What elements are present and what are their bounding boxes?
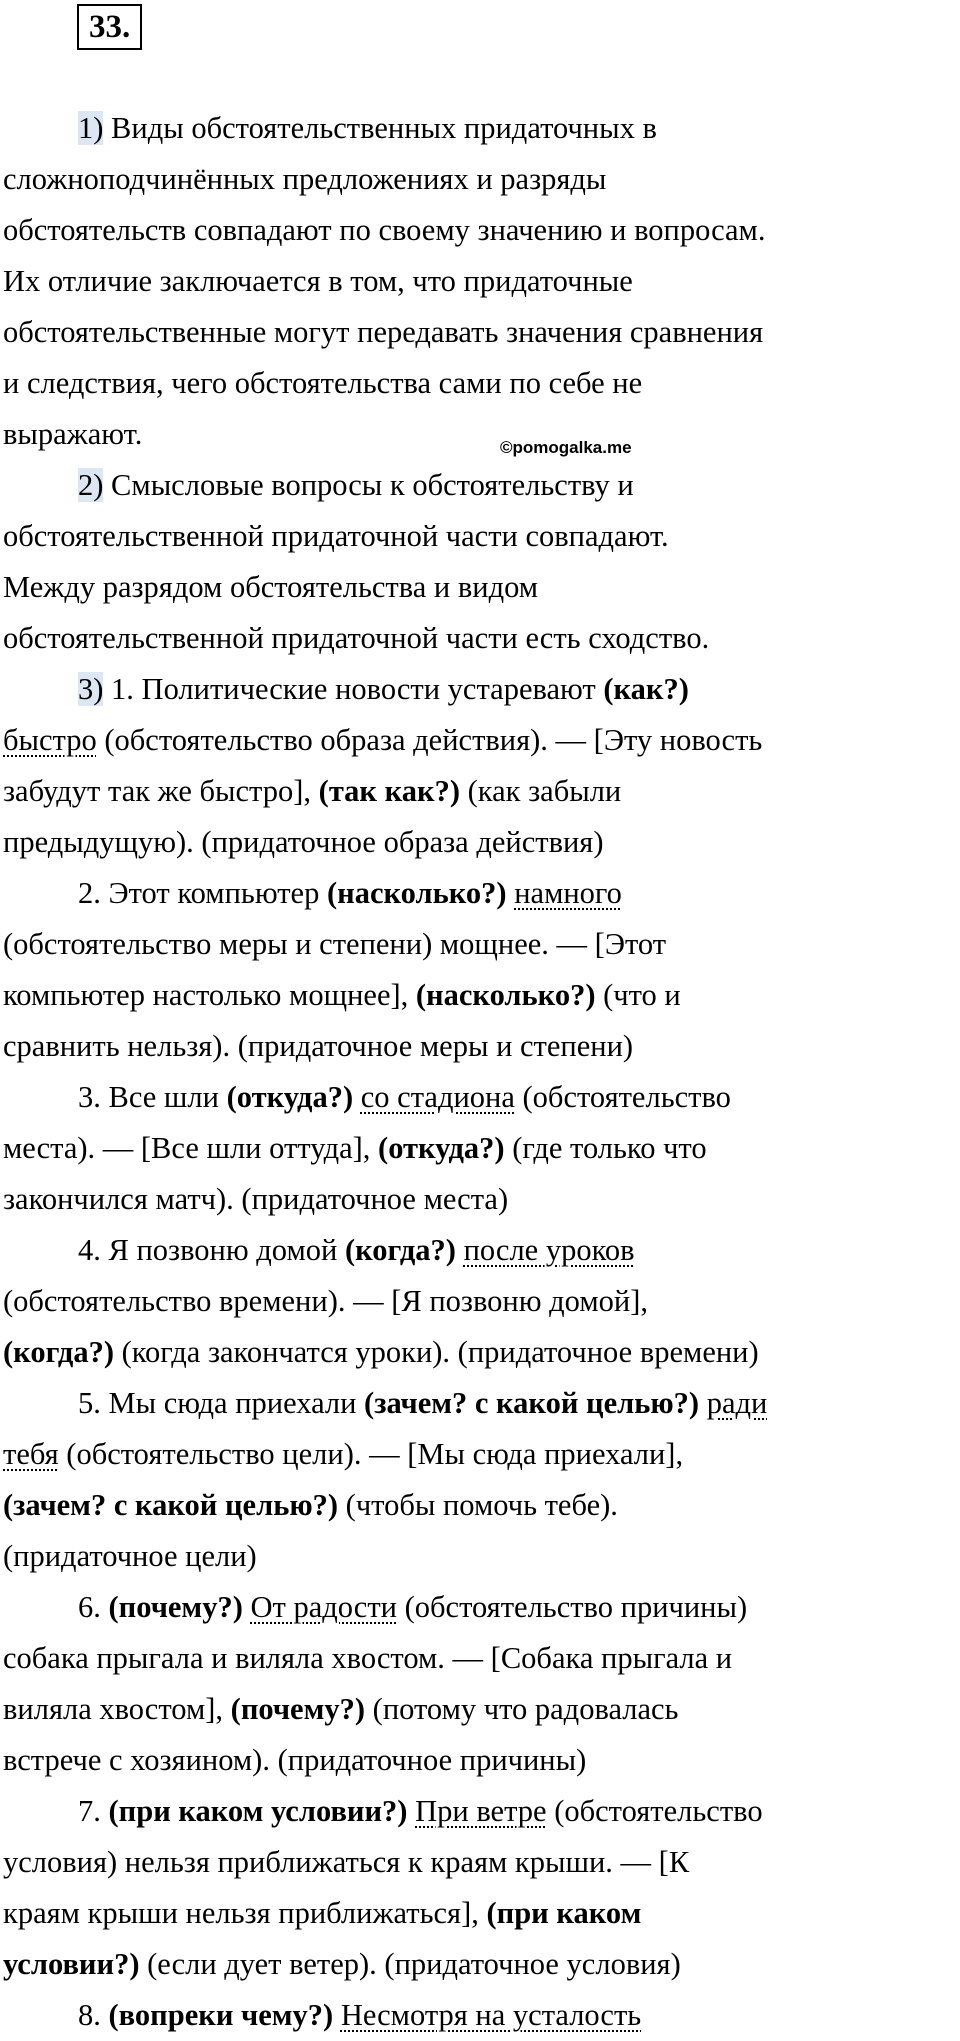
circumstance-word: со стадиона	[360, 1080, 515, 1114]
circumstance-word: тебя	[3, 1437, 59, 1471]
text-segment: места). — [Все шли оттуда],	[3, 1131, 379, 1165]
question-text: (при каком	[486, 1896, 642, 1930]
text-segment: 1. Политические новости устаревают	[111, 672, 604, 706]
text-segment	[243, 1590, 251, 1624]
text-line	[3, 1735, 958, 1786]
task-number: 33.	[77, 4, 142, 50]
question-text: (откуда?)	[378, 1131, 505, 1165]
text-line	[3, 1123, 958, 1174]
question-text: (при каком условии?)	[108, 1794, 408, 1828]
text-line	[3, 1633, 958, 1684]
example-item	[3, 1990, 958, 2041]
text-line	[3, 1888, 958, 1939]
text-segment: 6.	[78, 1590, 109, 1624]
question-text: (насколько?)	[326, 876, 507, 910]
watermark: ©pomogalka.me	[500, 438, 632, 457]
text-line	[3, 715, 958, 766]
text-line: обстоятельственной придаточной части совпадают.	[3, 519, 669, 553]
text-segment: закончился матч). (придаточное места)	[3, 1182, 509, 1216]
text-segment: (где только что	[504, 1131, 707, 1165]
text-segment: 5. Мы сюда приехали	[78, 1386, 365, 1420]
text-line	[3, 1174, 958, 1225]
text-segment: (если дует ветер). (придаточное условия)	[139, 1947, 681, 1981]
paragraph-1	[3, 103, 958, 154]
example-item	[3, 1582, 958, 1633]
text-segment	[456, 1233, 464, 1267]
text-line: обстоятельственные могут передавать значения сравнения	[3, 315, 764, 349]
circumstance-word: быстро	[3, 723, 97, 757]
text-line	[3, 1837, 958, 1888]
question-text: условии?)	[3, 1947, 140, 1981]
text-line	[3, 1531, 958, 1582]
question-text: (почему?)	[230, 1692, 366, 1726]
text-line: и следствия, чего обстоятельства сами по себе не	[3, 366, 643, 400]
text-line: обстоятельственной придаточной части есть сходство.	[3, 621, 710, 655]
text-segment: (обстоятельство меры и степени) мощнее. — [Этот	[3, 927, 667, 961]
text-segment: (обстоятельство цели). — [Мы сюда приехали],	[58, 1437, 684, 1471]
question-text: (насколько?)	[415, 978, 596, 1012]
text-segment: (обстоятельство образа действия). — [Эту новость	[96, 723, 763, 757]
text-line	[3, 1276, 958, 1327]
answer-text	[3, 103, 958, 2041]
question-text: (вопреки чему?)	[108, 1998, 334, 2032]
circumstance-word: От радости	[250, 1590, 397, 1624]
text-line	[3, 817, 958, 868]
text-line	[3, 970, 958, 1021]
text-segment	[333, 1998, 341, 2032]
circumstance-word: ради	[706, 1386, 768, 1420]
text-line: выражают.	[3, 417, 143, 451]
circumstance-word: Несмотря на усталость	[340, 1998, 642, 2032]
text-line	[3, 766, 958, 817]
text-line: сложноподчинённых предложениях и разряды	[3, 162, 607, 196]
text-segment: (обстоятельство	[546, 1794, 763, 1828]
example-item	[3, 664, 958, 715]
text-segment: 4. Я позвоню домой	[78, 1233, 345, 1267]
example-item	[3, 1378, 958, 1429]
circumstance-word: намного	[514, 876, 622, 910]
question-text: (как?)	[603, 672, 689, 706]
text-segment: условия) нельзя приближаться к краям крыши. — [К	[3, 1845, 690, 1879]
text-line: Их отличие заключается в том, что придаточные	[3, 264, 633, 298]
text-segment	[353, 1080, 361, 1114]
text-segment: (потому что радовалась	[365, 1692, 679, 1726]
text-line	[3, 1480, 958, 1531]
text-segment: встрече с хозяином). (придаточное причины)	[3, 1743, 587, 1777]
circumstance-word: после уроков	[463, 1233, 635, 1267]
text-segment: 3. Все шли	[78, 1080, 227, 1114]
circumstance-word: При ветре	[415, 1794, 547, 1828]
text-segment: (когда закончатся уроки). (придаточное времени)	[114, 1335, 759, 1369]
text-line	[3, 1327, 958, 1378]
text-segment: (придаточное цели)	[3, 1539, 257, 1573]
text-segment: (обстоятельство причины)	[396, 1590, 748, 1624]
text-line	[3, 919, 958, 970]
text-segment: 7.	[78, 1794, 109, 1828]
text-segment: (как забыли	[459, 774, 622, 808]
text-segment	[699, 1386, 707, 1420]
example-item	[3, 1072, 958, 1123]
example-item	[3, 1786, 958, 1837]
paragraph-2	[3, 460, 958, 511]
text-segment: собака прыгала и виляла хвостом. — [Собака прыгала и	[3, 1641, 733, 1675]
paragraph-label: 3)	[78, 672, 104, 706]
text-segment: забудут так же быстро],	[3, 774, 319, 808]
text-segment: предыдущую). (придаточное образа действия)	[3, 825, 604, 859]
text-segment: краям крыши нельзя приближаться],	[3, 1896, 487, 1930]
section-3	[3, 664, 958, 2041]
question-text: (откуда?)	[226, 1080, 354, 1114]
paragraph-label: 2)	[78, 468, 104, 502]
example-item	[3, 868, 958, 919]
text-segment: (обстоятельство	[514, 1080, 731, 1114]
text-line	[3, 1021, 958, 1072]
text-line	[3, 1429, 958, 1480]
text-segment: (обстоятельство времени). — [Я позвоню домой],	[3, 1284, 648, 1318]
text-line: Между разрядом обстоятельства и видом	[3, 570, 539, 604]
text-line	[3, 1939, 958, 1990]
question-text: (когда?)	[3, 1335, 114, 1369]
text-segment: сравнить нельзя). (придаточное меры и степени)	[3, 1029, 634, 1063]
paragraph-label: 1)	[78, 111, 104, 145]
question-text: (зачем? с какой целью?)	[3, 1488, 339, 1522]
text-segment: компьютер настолько мощнее],	[3, 978, 416, 1012]
question-text: (почему?)	[108, 1590, 243, 1624]
text-segment: 2. Этот компьютер	[78, 876, 327, 910]
question-text: (так как?)	[318, 774, 460, 808]
text-line	[3, 1684, 958, 1735]
text-line: Виды обстоятельственных придаточных в	[111, 111, 657, 145]
text-segment: 8.	[78, 1998, 109, 2032]
question-text: (зачем? с какой целью?)	[364, 1386, 700, 1420]
example-item	[3, 1225, 958, 1276]
text-segment: (чтобы помочь тебе).	[338, 1488, 618, 1522]
text-line: Смысловые вопросы к обстоятельству и	[111, 468, 634, 502]
text-segment	[407, 1794, 415, 1828]
question-text: (когда?)	[344, 1233, 456, 1267]
text-segment: виляла хвостом],	[3, 1692, 231, 1726]
text-line: обстоятельств совпадают по своему значению и вопросам.	[3, 213, 766, 247]
text-segment: (что и	[595, 978, 681, 1012]
